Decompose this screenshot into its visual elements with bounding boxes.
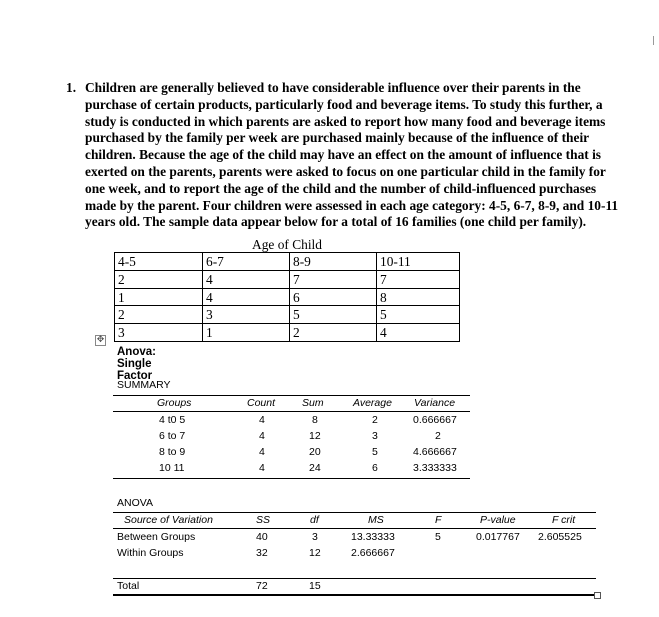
question-line: purchase of certain products, particularly food and beverage items. To study this further, a <box>85 96 603 112</box>
anova-header: SS <box>256 514 271 526</box>
question-number: 1. <box>66 80 77 95</box>
anova-header: F crit <box>552 514 576 526</box>
anova-label: ANOVA <box>117 497 153 509</box>
age-table-cell: 3 <box>206 307 213 322</box>
question-line: made by the parent. Four children were assessed in each age category: 4-5, 6-7, 8-9, and 10-11 <box>85 197 619 213</box>
age-table-cell: 4 <box>206 272 213 287</box>
age-table-cell: 1 <box>206 325 213 340</box>
age-table-cell: 3 <box>118 325 125 340</box>
anova-header: P-value <box>480 514 516 526</box>
summary-header: Groups <box>157 397 192 409</box>
anova-cell: 32 <box>256 547 268 559</box>
row-divider <box>115 288 459 289</box>
summary-cell: 12 <box>309 430 321 442</box>
summary-cell: 20 <box>309 446 321 458</box>
age-table-grid <box>114 252 460 342</box>
age-table-cell: 7 <box>293 272 300 287</box>
anova-header: Source of Variation <box>124 514 213 526</box>
summary-cell: 4 t0 5 <box>159 414 186 426</box>
summary-cell: 24 <box>309 462 321 474</box>
summary-cell: 5 <box>372 446 378 458</box>
anova-cell: 13.33333 <box>351 531 395 543</box>
summary-header-rule <box>113 411 470 412</box>
summary-cell: 2 <box>435 430 441 442</box>
question-line: children. Because the age of the child may have an effect on the amount of influence that is <box>85 147 601 163</box>
age-table-cell: 2 <box>118 307 125 322</box>
summary-header: Average <box>353 397 392 409</box>
age-table-cell: 7 <box>380 272 387 287</box>
summary-cell: 4 <box>259 430 265 442</box>
age-header-cell: 4-5 <box>118 254 136 269</box>
anova-total-cell: 15 <box>309 580 321 592</box>
question-line: purchased by the family per week are purchased mainly because of the influence of their <box>85 130 590 146</box>
question-line: years old. The sample data appear below for a total of 16 families (one child per family). <box>85 214 587 230</box>
summary-cell: 3.333333 <box>413 462 457 474</box>
question-line: exerted on the parents, parents were asked to focus on one particular child in the family for <box>85 163 606 179</box>
anova-cell: 40 <box>256 531 268 543</box>
anova-cell: Between Groups <box>117 531 196 543</box>
age-header-cell: 6-7 <box>206 254 224 269</box>
summary-cell: 8 <box>312 414 318 426</box>
summary-cell: 3 <box>372 430 378 442</box>
age-of-child-table[interactable] <box>114 237 460 341</box>
age-table-title: Age of Child <box>252 237 322 252</box>
summary-cell: 4 <box>259 462 265 474</box>
summary-bottom-rule <box>113 478 470 479</box>
anova-header: df <box>310 514 319 526</box>
anova-total-cell: Total <box>117 580 140 592</box>
summary-cell: 4 <box>259 446 265 458</box>
age-table-cell: 4 <box>206 290 213 305</box>
question-line: Children are generally believed to have considerable influence over their parents in the <box>85 80 581 95</box>
anova-cell: 5 <box>435 531 441 543</box>
summary-cell: 8 to 9 <box>159 446 186 458</box>
summary-cell: 2 <box>372 414 378 426</box>
summary-cell: 4 <box>259 414 265 426</box>
question-line: study is conducted in which parents are asked to report how many food and beverage items <box>85 113 606 129</box>
age-table-cell: 2 <box>118 272 125 287</box>
anova-cell: 12 <box>309 547 321 559</box>
summary-cell: 10 11 <box>159 462 185 474</box>
anova-title: Anova: Single Factor <box>117 346 156 382</box>
anova-bottom-rule <box>113 594 596 596</box>
summary-cell: 0.666667 <box>413 414 457 426</box>
summary-cell: 6 to 7 <box>159 430 186 442</box>
anova-cell: 3 <box>312 531 318 543</box>
row-divider <box>115 270 459 271</box>
summary-header: Count <box>247 397 276 409</box>
anova-header-rule <box>113 528 596 529</box>
anova-cell: 2.666667 <box>351 547 395 559</box>
age-table-cell: 2 <box>293 325 300 340</box>
question-text <box>85 80 657 231</box>
anova-cell: 0.017767 <box>476 531 520 543</box>
summary-header: Variance <box>414 397 456 409</box>
age-header-cell: 10-11 <box>380 254 411 269</box>
anova-header: F <box>435 514 442 526</box>
age-table-cell: 5 <box>380 307 387 322</box>
age-table-cell: 1 <box>118 290 125 305</box>
anova-cell: Within Groups <box>117 547 184 559</box>
row-divider <box>115 323 459 324</box>
age-table-cell: 6 <box>293 290 300 305</box>
row-divider <box>115 305 459 306</box>
anova-top-rule <box>113 512 596 513</box>
summary-top-rule <box>113 395 470 396</box>
total-top-rule <box>113 578 596 579</box>
summary-label: SUMMARY <box>117 379 171 391</box>
age-table-cell: 5 <box>293 307 300 322</box>
age-header-cell: 8-9 <box>293 254 311 269</box>
page-edge-mark <box>653 36 654 45</box>
age-table-cell: 4 <box>380 325 387 340</box>
anova-header: MS <box>368 514 384 526</box>
summary-header: Sum <box>302 397 324 409</box>
object-resize-handle[interactable] <box>594 592 601 599</box>
question-line: one week, and to report the age of the child and the number of child-influenced purchases <box>85 180 597 196</box>
table-move-handle-icon[interactable]: ✥ <box>96 335 105 345</box>
summary-cell: 6 <box>372 462 378 474</box>
summary-cell: 4.666667 <box>413 446 457 458</box>
anova-cell: 2.605525 <box>538 531 582 543</box>
age-table-cell: 8 <box>380 290 387 305</box>
anova-total-cell: 72 <box>256 580 268 592</box>
